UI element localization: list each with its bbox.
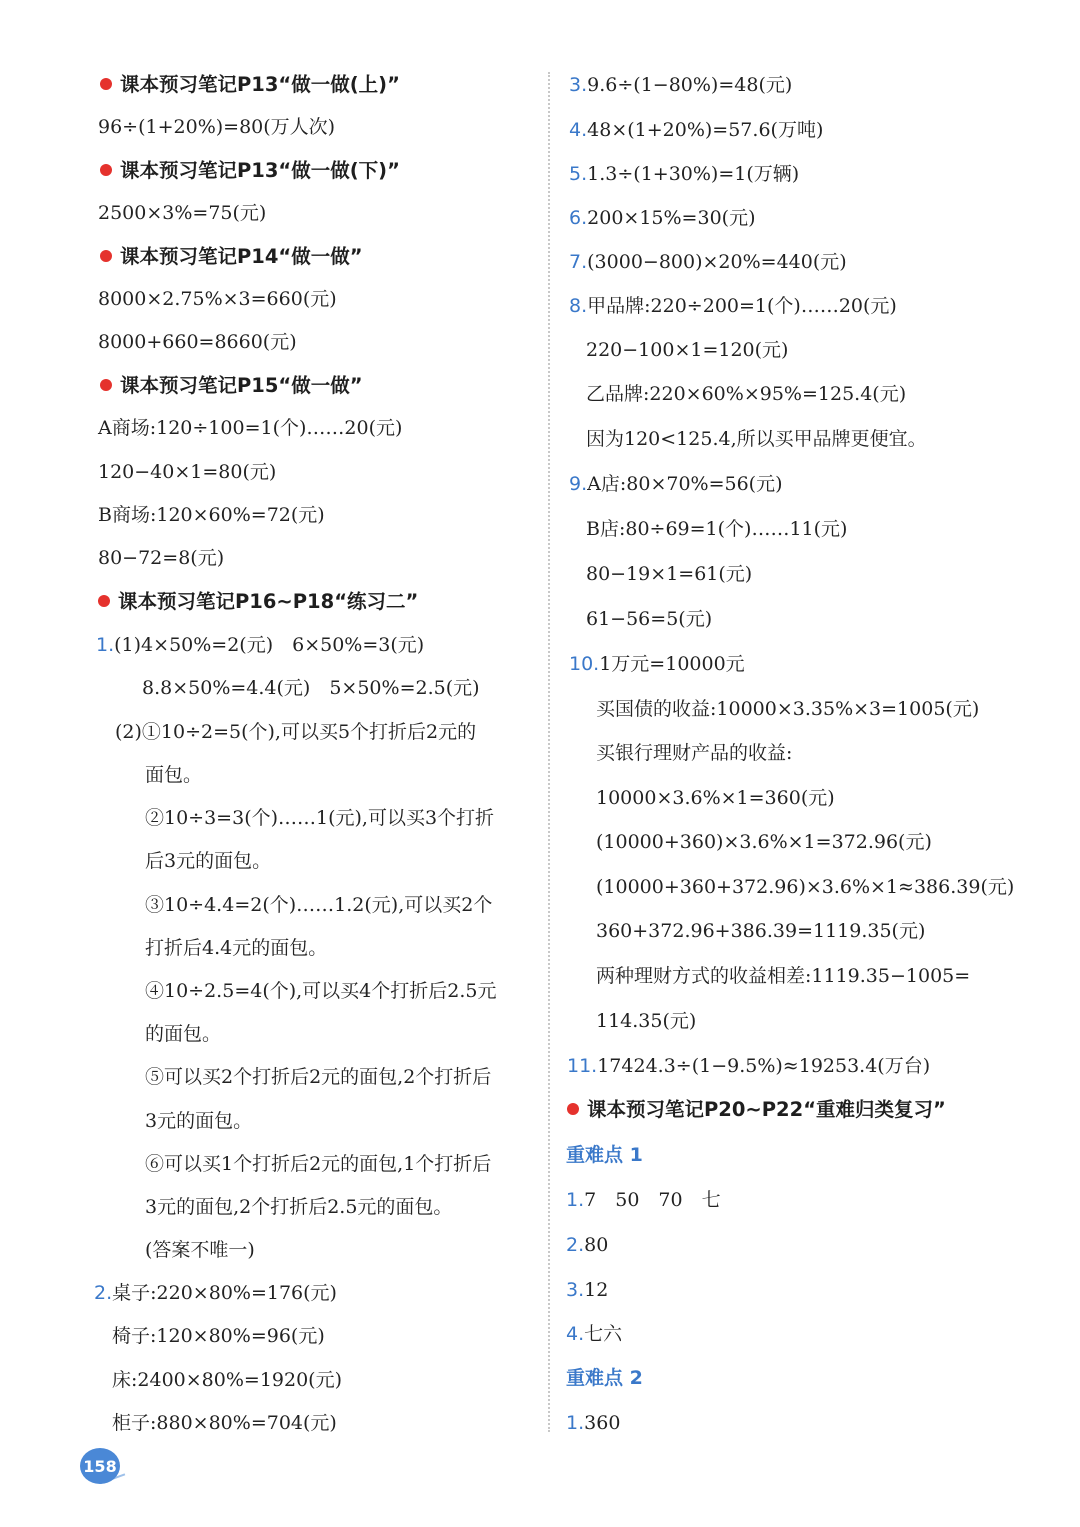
answer-line: ②10÷3=3(个)……1(元),可以买3个打折 — [145, 807, 495, 829]
item-number: 9. — [569, 473, 588, 495]
answer-line: 1.(1)4×50%=2(元) 6×50%=3(元) — [96, 634, 425, 656]
section-heading: 课本预习笔记P20~P22“重难归类复习” — [567, 1097, 946, 1123]
answer-line: (2)①10÷2=5(个),可以买5个打折后2元的 — [115, 721, 477, 743]
answer-line: ④10÷2.5=4(个),可以买4个打折后2.5元 — [145, 980, 497, 1002]
answer-line: 8.甲品牌:220÷200=1(个)……20(元) — [569, 295, 897, 317]
answer-line: 5.1.3÷(1+30%)=1(万辆) — [569, 163, 800, 185]
page-number: 158 — [80, 1448, 120, 1484]
answer-line: 360+372.96+386.39=1119.35(元) — [596, 920, 926, 942]
answer-line: 买银行理财产品的收益: — [596, 742, 793, 764]
item-number: 1. — [566, 1189, 585, 1211]
bullet-icon — [100, 164, 112, 176]
answer-line: 6.200×15%=30(元) — [569, 207, 756, 229]
key-point-heading: 重难点 2 — [566, 1367, 643, 1389]
answer-line: 61−56=5(元) — [586, 608, 713, 630]
item-number: 4. — [566, 1323, 585, 1345]
answer-line: 的面包。 — [145, 1023, 222, 1045]
answer-line: (10000+360+372.96)×3.6%×1≈386.39(元) — [596, 876, 1015, 898]
key-point-heading: 重难点 1 — [566, 1144, 643, 1166]
answer-line: 因为120<125.4,所以买甲品牌更便宜。 — [586, 428, 927, 450]
answer-line: 220−100×1=120(元) — [586, 339, 789, 361]
item-number: 8. — [569, 295, 588, 317]
answer-line: 4.48×(1+20%)=57.6(万吨) — [569, 119, 824, 141]
section-heading: 课本预习笔记P14“做一做” — [100, 244, 363, 270]
answer-line: ⑥可以买1个打折后2元的面包,1个打折后 — [145, 1153, 492, 1175]
section-heading: 课本预习笔记P13“做一做(上)” — [100, 72, 400, 98]
answer-line: 3元的面包。 — [145, 1110, 253, 1132]
answer-line: 后3元的面包。 — [145, 850, 272, 872]
answer-line: 面包。 — [145, 764, 203, 786]
column-divider — [548, 72, 550, 1432]
answer-line: 8.8×50%=4.4(元) 5×50%=2.5(元) — [142, 677, 480, 699]
answer-line: 1.7 50 70 七 — [566, 1189, 721, 1211]
answer-line: 柜子:880×80%=704(元) — [112, 1412, 337, 1434]
item-number: 11. — [567, 1055, 598, 1077]
section-heading: 课本预习笔记P16~P18“练习二” — [98, 589, 418, 615]
section-heading: 课本预习笔记P13“做一做(下)” — [100, 158, 400, 184]
item-number: 7. — [569, 251, 588, 273]
answer-line: 买国债的收益:10000×3.35%×3=1005(元) — [596, 698, 980, 720]
bullet-icon — [567, 1103, 579, 1115]
answer-line: 3.9.6÷(1−80%)=48(元) — [569, 74, 793, 96]
item-number: 3. — [566, 1279, 585, 1301]
answer-line: ⑤可以买2个打折后2元的面包,2个打折后 — [145, 1066, 492, 1088]
item-number: 6. — [569, 207, 588, 229]
answer-line: 114.35(元) — [596, 1010, 697, 1032]
answer-line: 7.(3000−800)×20%=440(元) — [569, 251, 847, 273]
answer-line: ③10÷4.4=2(个)……1.2(元),可以买2个 — [145, 894, 493, 916]
answer-line: 96÷(1+20%)=80(万人次) — [98, 116, 336, 138]
item-number: 2. — [94, 1282, 113, 1304]
item-number: 5. — [569, 163, 588, 185]
answer-line: 2.桌子:220×80%=176(元) — [94, 1282, 337, 1304]
answer-line: 10000×3.6%×1=360(元) — [596, 787, 835, 809]
item-number: 10. — [569, 653, 600, 675]
answer-line: 1.360 — [566, 1412, 621, 1434]
answer-line: 4.七六 — [566, 1323, 623, 1345]
answer-line: B商场:120×60%=72(元) — [98, 504, 325, 526]
answer-line: 乙品牌:220×60%×95%=125.4(元) — [586, 383, 907, 405]
answer-line: (10000+360)×3.6%×1=372.96(元) — [596, 831, 932, 853]
answer-line: 3.12 — [566, 1279, 609, 1301]
answer-line: A商场:120÷100=1(个)……20(元) — [98, 417, 403, 439]
item-number: 1. — [96, 634, 115, 656]
answer-line: B店:80÷69=1(个)……11(元) — [586, 518, 848, 540]
bullet-icon — [100, 379, 112, 391]
answer-line: 8000×2.75%×3=660(元) — [98, 288, 337, 310]
answer-line: 120−40×1=80(元) — [98, 461, 277, 483]
bullet-icon — [100, 250, 112, 262]
answer-line: 10.1万元=10000元 — [569, 653, 745, 675]
item-number: 3. — [569, 74, 588, 96]
answer-line: 9.A店:80×70%=56(元) — [569, 473, 783, 495]
bullet-icon — [100, 78, 112, 90]
answer-line: (答案不唯一) — [145, 1239, 255, 1261]
answer-line: 两种理财方式的收益相差:1119.35−1005= — [596, 965, 971, 987]
section-heading: 课本预习笔记P15“做一做” — [100, 373, 363, 399]
answer-line: 打折后4.4元的面包。 — [145, 937, 328, 959]
answer-line: 11.17424.3÷(1−9.5%)≈19253.4(万台) — [567, 1055, 931, 1077]
item-number: 4. — [569, 119, 588, 141]
answer-line: 80−72=8(元) — [98, 547, 225, 569]
item-number: 2. — [566, 1234, 585, 1256]
answer-line: 8000+660=8660(元) — [98, 331, 297, 353]
answer-line: 2.80 — [566, 1234, 609, 1256]
answer-line: 80−19×1=61(元) — [586, 563, 753, 585]
bullet-icon — [98, 595, 110, 607]
answer-line: 椅子:120×80%=96(元) — [112, 1325, 325, 1347]
item-number: 1. — [566, 1412, 585, 1434]
answer-line: 2500×3%=75(元) — [98, 202, 267, 224]
answer-line: 3元的面包,2个打折后2.5元的面包。 — [145, 1196, 453, 1218]
answer-line: 床:2400×80%=1920(元) — [112, 1369, 343, 1391]
